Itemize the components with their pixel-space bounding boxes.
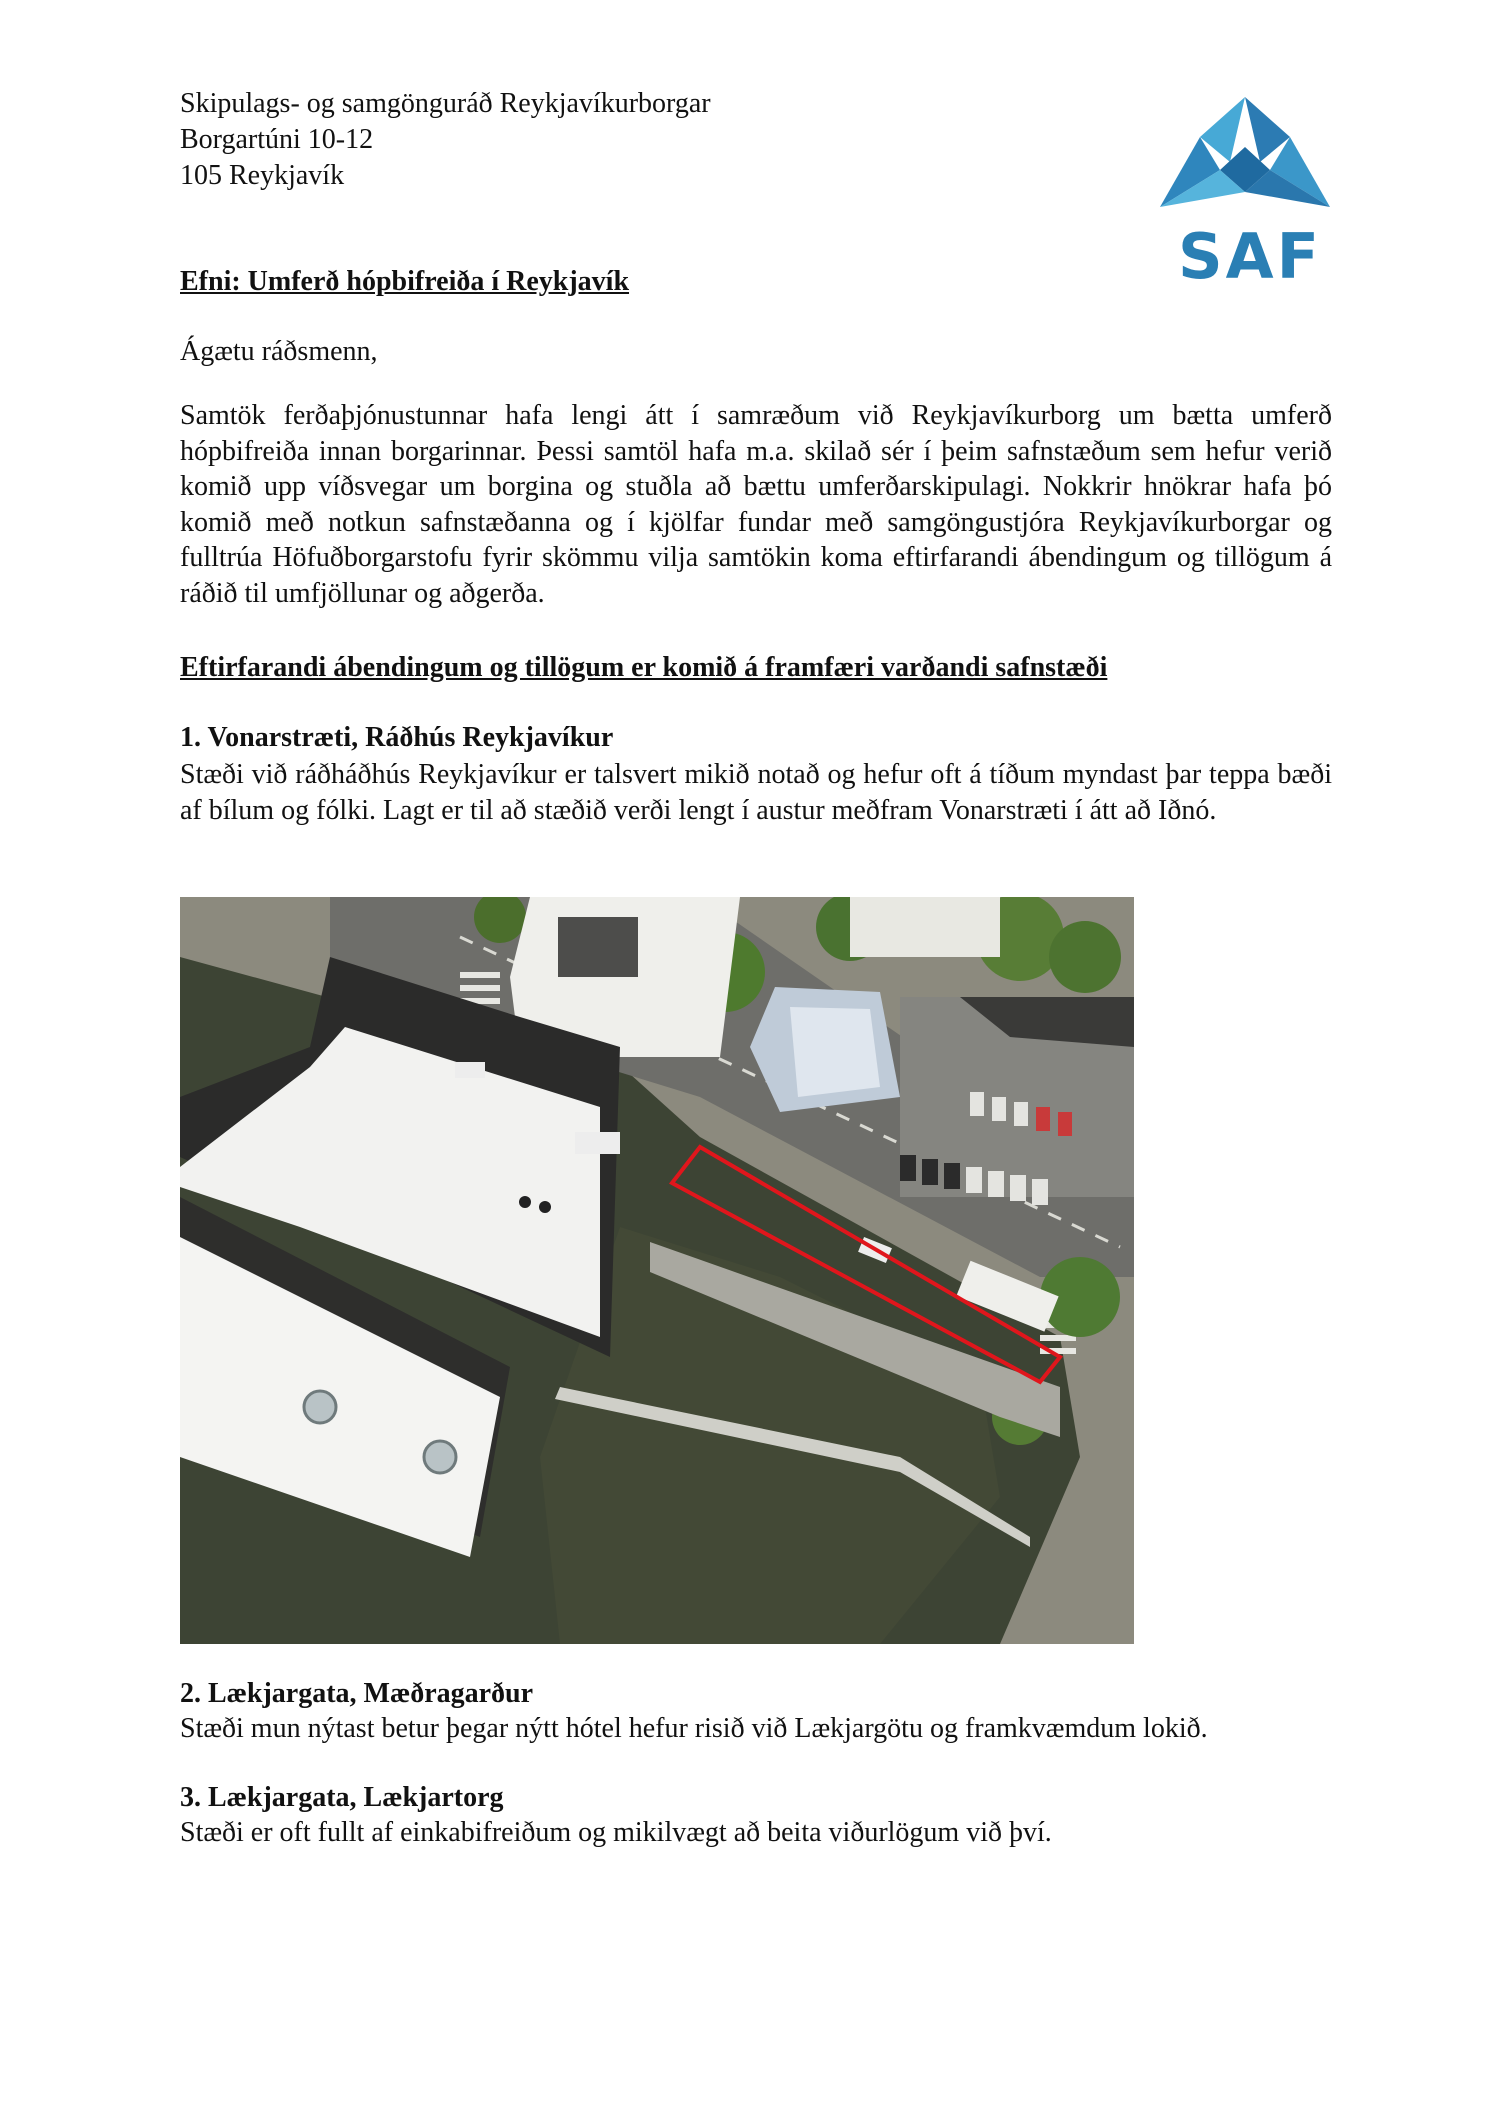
section-heading: Eftirfarandi ábendingum og tillögum er komið á framfæri varðandi safnstæði <box>180 652 1108 683</box>
address-line-2: Borgartúni 10-12 <box>180 124 374 155</box>
aerial-photo <box>180 897 1134 1644</box>
section-3-title: 3. Lækjargata, Lækjartorg <box>180 1782 504 1813</box>
section-1-body: Stæði við ráðháðhús Reykjavíkur er talsvert mikið notað og hefur oft á tíðum myndast þar teppa bæði af bílum og fólki. Lagt er til að stæðið verði lengt í austur meðfram Vonarstræti í átt að Iðnó. <box>180 759 1332 826</box>
section-2-title: 2. Lækjargata, Mæðragarður <box>180 1678 534 1709</box>
section-1-title: 1. Vonarstræti, Ráðhús Reykjavíkur <box>180 722 614 753</box>
aerial-map-image <box>180 897 1134 1644</box>
section-2-body: Stæði mun nýtast betur þegar nýtt hótel hefur risið við Lækjargötu og framkvæmdum lokið. <box>180 1713 1208 1744</box>
address-line-1: Skipulags- og samgönguráð Reykjavíkurborgar <box>180 88 711 119</box>
section-3-body: Stæði er oft fullt af einkabifreiðum og mikilvægt að beita viðurlögum við því. <box>180 1817 1052 1848</box>
recipient-address <box>180 86 711 194</box>
address-line-3: 105 Reykjavík <box>180 160 345 191</box>
saf-logo <box>1160 92 1330 292</box>
greeting: Ágætu ráðsmenn, <box>180 336 378 367</box>
logo-text: SAF <box>1178 220 1322 293</box>
mountain-logo-icon <box>1160 92 1330 222</box>
subject-line: Efni: Umferð hópbifreiða í Reykjavík <box>180 266 630 297</box>
intro-paragraph: Samtök ferðaþjónustunnar hafa lengi átt í samræðum við Reykjavíkurborg um bætta umferð hópbifreiða innan borgarinnar. Þessi samtöl hafa m.a. skilað sér í þeim safnstæðum sem hefur verið komið upp víðsvegar um borgina og stuðla að bættu umferðarskipulagi. Nokkrir hnökrar hafa þó komið með notkun safnstæðanna og í kjölfar fundar með samgöngustjóra Reykjavíkurborgar og fulltrúa Höfuðborgarstofu fyrir skömmu vilja samtökin koma eftirfarandi ábendingum og tillögum á ráðið til umfjöllunar og aðgerða. <box>180 400 1332 609</box>
